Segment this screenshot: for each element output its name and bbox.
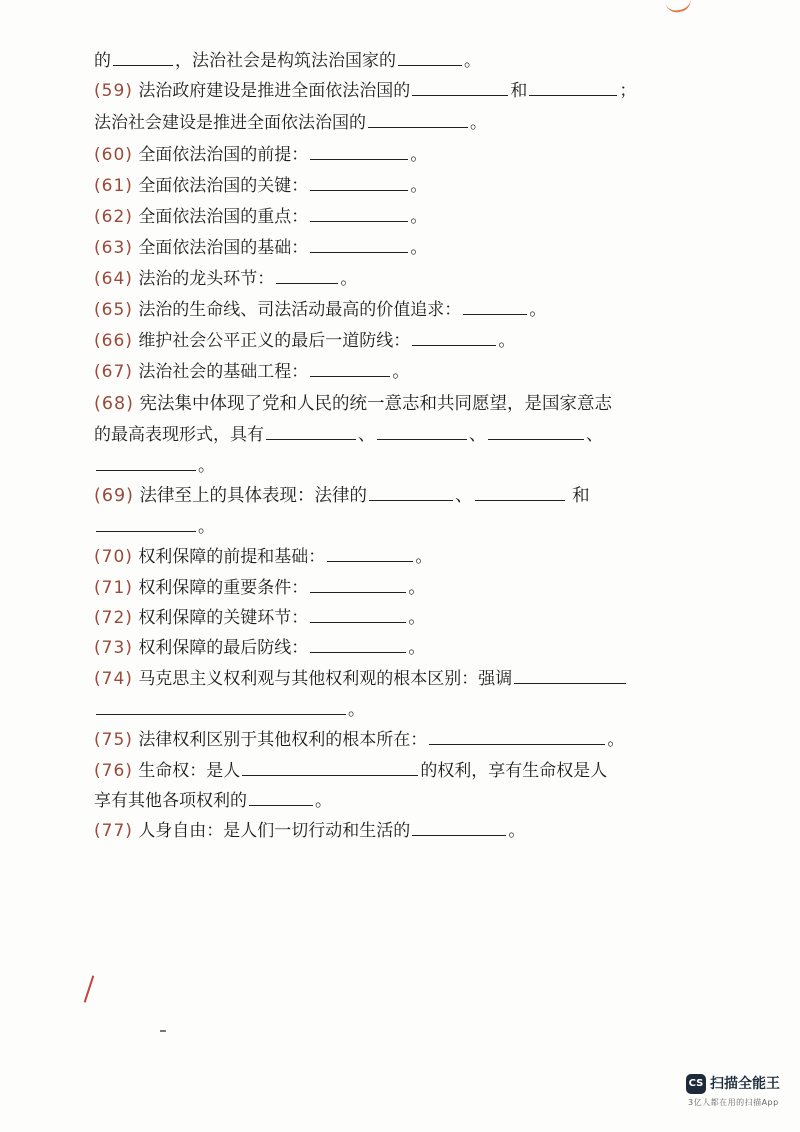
item-59 [94,80,636,102]
item-number: (66) [94,331,133,351]
answer-blank [310,176,408,191]
item-text: 宪法集中体现了党和人民的统一意志和共同愿望，是国家意志 [139,394,613,414]
answer-blank [412,331,496,346]
item-69 [94,485,590,507]
item-76-cont [94,790,332,812]
item-text: 维护社会公平正义的最后一道防线： [138,331,411,351]
text: 。 [408,578,426,598]
item-text: 全面依法治国的关键： [138,176,309,196]
answer-blank [463,300,527,315]
text: 的权利，享有生命权是人 [420,761,608,781]
text: ； [619,81,637,101]
item-number: (77) [94,821,133,841]
item-number: (76) [94,761,133,781]
item-number: (63) [94,238,133,258]
item-67 [94,361,409,383]
answer-blank [327,547,413,562]
text: 。 [415,547,433,567]
text: 、 [455,486,473,506]
answer-blank [429,730,605,745]
text: 。 [392,362,410,382]
item-text: 享有其他各项权利的 [94,791,247,811]
item-63 [94,237,427,259]
item-text: 全面依法治国的前提： [138,145,309,165]
item-text: 马克思主义权利观与其他权利观的根本区别：强调 [138,669,513,689]
item-text: 法律至上的具体表现：法律的 [139,486,368,506]
text: 、 [358,425,375,445]
item-number: (62) [94,207,133,227]
answer-blank [310,578,406,593]
answer-blank [310,362,390,377]
answer-blank [242,761,418,776]
item-text: 全面依法治国的重点： [138,207,309,227]
answer-blank [310,145,408,160]
text: 。 [315,791,332,811]
text: 和 [572,486,590,506]
item-69-end [94,516,215,538]
item-74-end [94,699,365,721]
answer-blank [529,81,617,96]
text: 。 [348,700,365,720]
answer-blank [266,425,356,440]
item-number: (69) [94,486,134,506]
item-61 [94,175,427,197]
item-68 [94,393,612,415]
answer-blank [310,238,408,253]
item-number: (59) [94,81,133,101]
item-number: (65) [94,300,133,320]
watermark-app-name: 扫描全能王 [710,1076,780,1092]
item-text: 法律权利区别于其他权利的根本所在： [138,730,428,750]
red-pen-mark [84,975,95,1002]
item-number: (68) [94,394,134,414]
answer-blank [249,791,313,806]
text: 。 [508,821,526,841]
item-number: (60) [94,145,133,165]
answer-blank [310,207,408,222]
camscanner-logo-icon: CS [686,1074,706,1094]
item-number: (61) [94,176,133,196]
text: 。 [198,456,215,476]
item-number: (75) [94,730,133,750]
answer-blank [368,113,468,128]
item-73 [94,637,425,659]
text: 。 [607,730,625,750]
item-number: (73) [94,638,133,658]
answer-blank [96,517,196,532]
item-68-end [94,455,215,477]
answer-blank [369,486,453,501]
item-64 [94,268,357,290]
item-number: (67) [94,362,133,382]
text: 。 [498,331,516,351]
text: ，法治社会是构筑法治国家的 [175,51,396,71]
item-text: 全面依法治国的基础： [138,238,309,258]
item-76 [94,760,607,782]
answer-blank [412,81,508,96]
item-66 [94,330,515,352]
item-number: (70) [94,547,133,567]
item-71 [94,577,425,599]
answer-blank [514,669,626,684]
answer-blank [412,821,506,836]
text: 。 [198,517,215,537]
text: 、 [586,425,603,445]
scanner-watermark [686,1074,786,1114]
item-number: (74) [94,669,133,689]
text: 。 [410,207,428,227]
item-number: (72) [94,608,133,628]
item-65 [94,299,546,321]
text: 。 [340,269,358,289]
text: 。 [464,51,481,71]
text: 。 [408,608,426,628]
answer-blank [276,269,338,284]
answer-blank [310,638,406,653]
text: 。 [529,300,547,320]
item-text: 人身自由：是人们一切行动和生活的 [138,821,411,841]
item-60 [94,144,427,166]
text: 。 [410,238,428,258]
line-0 [94,50,481,72]
text: 。 [470,113,487,133]
item-number: (64) [94,269,133,289]
item-text: 法治的龙头环节： [138,269,275,289]
corner-pen-mark [665,0,693,15]
watermark-tagline: 3亿人都在用的扫描App [688,1098,779,1107]
text: 。 [408,638,426,658]
item-text: 权利保障的前提和基础： [138,547,326,567]
item-text: 生命权：是人 [138,761,241,781]
item-text: 权利保障的重要条件： [138,578,309,598]
answer-blank [398,51,462,66]
item-59-cont [94,112,487,134]
item-number: (71) [94,578,133,598]
text: 和 [510,81,528,101]
pen-dot-mark [160,1030,166,1032]
answer-blank [113,51,173,66]
item-74 [94,668,628,690]
item-70 [94,546,432,568]
item-77 [94,820,525,842]
item-text: 权利保障的关键环节： [138,608,309,628]
item-68-cont [94,424,603,446]
answer-blank [475,486,565,501]
text: 。 [410,176,428,196]
text: 。 [410,145,428,165]
answer-blank [488,425,584,440]
item-text: 的最高表现形式，具有 [94,425,264,445]
text: 的 [94,51,111,71]
item-62 [94,206,427,228]
item-72 [94,607,425,629]
item-text: 法治的生命线、司法活动最高的价值追求： [138,300,462,320]
item-75 [94,729,624,751]
answer-blank [96,456,196,471]
answer-blank [377,425,467,440]
item-text: 法治政府建设是推进全面依法治国的 [138,81,411,101]
answer-blank [96,700,346,715]
item-text: 法治社会的基础工程： [138,362,309,382]
item-text: 权利保障的最后防线： [138,638,309,658]
text: 、 [469,425,486,445]
answer-blank [310,608,406,623]
item-text: 法治社会建设是推进全面依法治国的 [94,113,366,133]
